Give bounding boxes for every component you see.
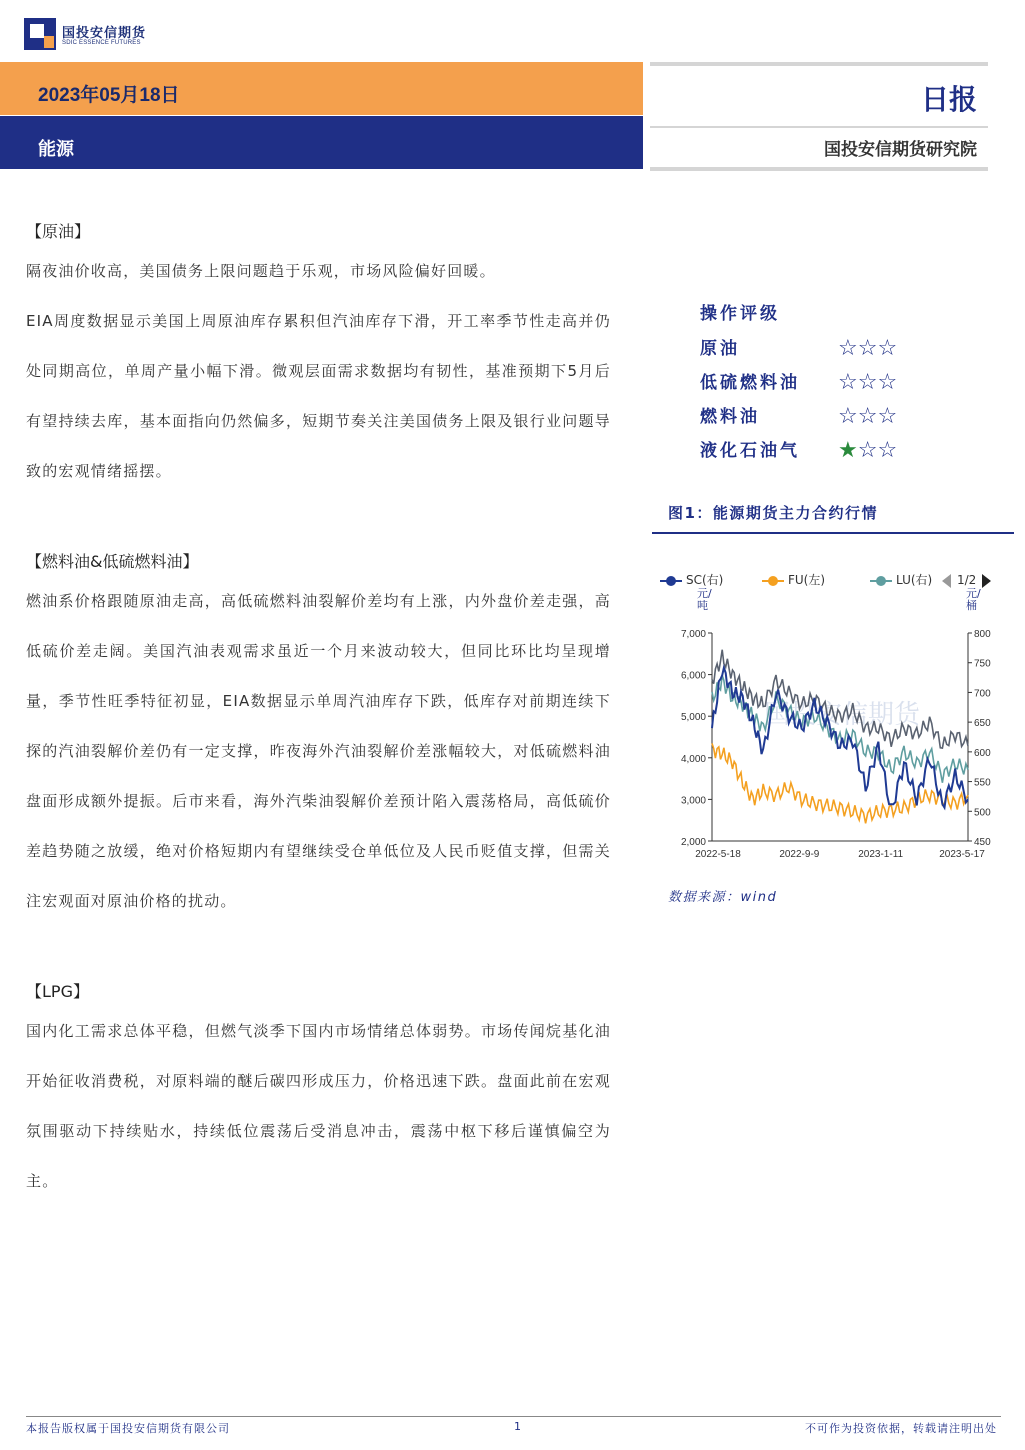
y-right-tick-label: 700 [974, 688, 991, 700]
y-right-tick-label: 800 [974, 629, 991, 640]
y-right-tick-label: 450 [974, 837, 991, 848]
star-rating-icon: ☆☆☆ [838, 404, 898, 429]
futures-line-chart [652, 605, 1017, 867]
y-left-tick-label: 6,000 [680, 670, 706, 682]
next-page-icon[interactable] [982, 574, 991, 588]
star-icon: ☆ [857, 438, 878, 463]
x-tick-label: 2022-5-18 [695, 849, 741, 860]
section-paragraph: EIA周度数据显示美国上周原油库存累积但汽油库存下滑，开工率季节性走高并仍处同期高位，单周产量小幅下滑。微观层面需求数据均有韧性，基准预期下5月后有望持续去库，基本面指向仍然偏多，短期节奏关注美国债务上限及银行业问题导致的宏观情绪摇摆。 [26, 312, 611, 480]
section-fuel-oil [26, 548, 611, 926]
figure-divider [652, 532, 1014, 534]
header-divider [650, 167, 988, 171]
y-right-tick-label: 750 [974, 658, 991, 670]
y-left-tick-label: 3,000 [680, 795, 706, 807]
main-content [26, 218, 611, 1206]
rating-panel [700, 300, 960, 470]
rating-title: 操作评级 [700, 304, 780, 324]
rating-row-fuel-oil [700, 402, 960, 436]
star-rating-icon [838, 436, 897, 466]
y-right-tick-label: 600 [974, 747, 991, 759]
legend-label: FU(左) [788, 573, 826, 587]
section-heading: 【原油】 [26, 222, 91, 241]
y-left-tick-label: 4,000 [680, 753, 706, 765]
legend-item-fu[interactable] [762, 570, 825, 590]
rating-row-lsfo [700, 368, 960, 402]
rating-label: 低硫燃料油 [700, 373, 800, 393]
y-left-tick-label: 2,000 [680, 837, 706, 848]
section-crude [26, 218, 611, 496]
header-divider [650, 126, 988, 128]
section-heading: 【燃料油&低硫燃料油】 [26, 552, 199, 571]
data-source: 数据来源：wind [668, 890, 778, 905]
rating-label: 原油 [700, 339, 740, 359]
section-paragraph: 国内化工需求总体平稳，但燃气淡季下国内市场情绪总体弱势。市场传闻烷基化油开始征收消费税，对原料端的醚后碳四形成压力，价格迅速下跌。盘面此前在宏观氛围驱动下持续贴水，持续低位震荡后受消息冲击，震荡中枢下移后谨慎偏空为主。 [26, 1022, 611, 1190]
legend-item-lu[interactable] [870, 570, 932, 590]
report-date: 2023年05月18日 [38, 85, 180, 106]
rating-row-lpg [700, 436, 960, 470]
y-right-tick-label: 650 [974, 718, 991, 730]
prev-page-icon[interactable] [942, 574, 951, 588]
company-logo [24, 16, 164, 54]
figure-title: 图1：能源期货主力合约行情 [668, 504, 878, 522]
legend-page: 1/2 [957, 573, 977, 587]
x-tick-label: 2023-5-17 [939, 849, 985, 860]
legend-item-sc[interactable] [660, 570, 723, 590]
rating-row-crude [700, 334, 960, 368]
page-number: 1 [514, 1420, 522, 1433]
logo-mark-icon [24, 18, 56, 50]
header-divider [650, 62, 988, 66]
report-type: 日报 [920, 83, 977, 116]
section-paragraph: 隔夜油价收高，美国债务上限问题趋于乐观，市场风险偏好回暖。 [26, 262, 496, 280]
rating-label: 燃料油 [700, 407, 760, 427]
left-axis-unit: 元/吨 [697, 587, 712, 612]
header-sector-band [0, 116, 643, 169]
star-rating-icon: ☆☆☆ [838, 336, 898, 361]
institute-name: 国投安信期货研究院 [824, 140, 977, 160]
section-heading: 【LPG】 [26, 982, 89, 1001]
section-lpg [26, 978, 611, 1206]
y-right-tick-label: 550 [974, 777, 991, 789]
series-line-sc [712, 668, 968, 808]
footer-disclaimer: 不可作为投资依据，转载请注明出处 [805, 1422, 997, 1435]
chart-watermark: 国投安信期货 [763, 700, 921, 730]
footer-copyright: 本报告版权属于国投安信期货有限公司 [26, 1422, 230, 1435]
x-tick-label: 2022-9-9 [779, 849, 820, 860]
section-paragraph: 燃油系价格跟随原油走高，高低硫燃料油裂解价差均有上涨，内外盘价差走强，高低硫价差走阔。美国汽油表观需求虽近一个月来波动较大，但同比环比均呈现增量，季节性旺季特征初显，EIA数据显示单周汽油库存下跌，低库存对前期连续下探的汽油裂解价差仍有一定支撑，昨夜海外汽油裂解价差涨幅较大，对低硫燃料油盘面形成额外提振。后市来看，海外汽柴油裂解价差预计陷入震荡格局，高低硫价差趋势随之放缓，绝对价格短期内有望继续受仓单低位及人民币贬值支撑，但需关注宏观面对原油价格的扰动。 [26, 592, 611, 910]
logo-name-cn: 国投安信期货 [62, 26, 147, 41]
x-tick-label: 2023-1-11 [858, 849, 904, 860]
star-icon: ★ [838, 438, 858, 463]
right-axis-unit: 元/桶 [966, 587, 981, 612]
y-left-tick-label: 7,000 [680, 629, 706, 640]
report-sector: 能源 [38, 139, 74, 160]
chart-legend [660, 570, 1015, 592]
legend-label: LU(右) [896, 573, 933, 587]
star-icon: ☆ [877, 438, 898, 463]
y-left-tick-label: 5,000 [680, 712, 706, 724]
y-right-tick-label: 500 [974, 807, 991, 819]
legend-label: SC(右) [686, 573, 724, 587]
logo-name-en: SDIC ESSENCE FUTURES [62, 40, 141, 46]
star-rating-icon: ☆☆☆ [838, 370, 898, 395]
rating-label: 液化石油气 [700, 441, 800, 461]
footer-divider [26, 1416, 1001, 1417]
